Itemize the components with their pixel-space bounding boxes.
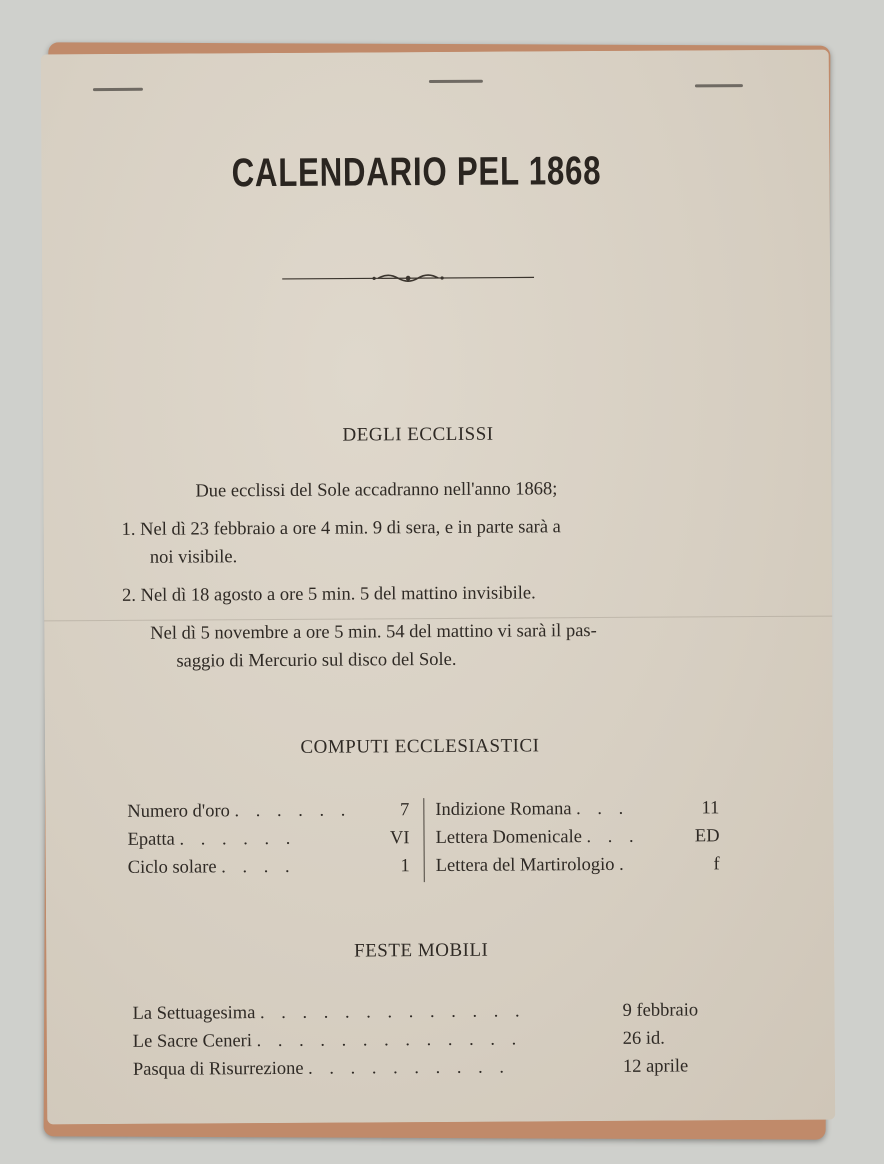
computi-left-column: [127, 796, 410, 882]
feste-date: 9 febbraio: [622, 1000, 699, 1021]
feste-label: La Settuagesima: [132, 1003, 256, 1024]
computi-right-column: [435, 794, 720, 880]
eclipses-intro: Due ecclissi del Sole accadranno nell'anno 1868;: [195, 479, 558, 502]
feste-row: [133, 1052, 723, 1084]
computi-row: [127, 796, 409, 826]
leader-dots: .: [619, 854, 630, 875]
leader-dots: . . .: [586, 826, 640, 848]
eclipse-item-2: 2. Nel dì 18 agosto a ore 5 min. 5 del mattino invisibile.: [121, 583, 536, 606]
staple-center: [429, 80, 483, 83]
leader-dots: . . . .: [221, 856, 296, 878]
computi-heading: COMPUTI ECCLESIASTICI: [300, 735, 540, 758]
mercury-transit-line-1: Nel dì 5 novembre a ore 5 min. 54 del mattino vi sarà il pas-: [150, 621, 597, 644]
computi-row: [436, 850, 720, 880]
staple-left: [93, 88, 143, 91]
computi-value: ED: [694, 826, 720, 847]
computi-value: 11: [701, 798, 720, 819]
computi-label: Lettera Domenicale: [435, 827, 582, 849]
computi-row: [127, 824, 409, 854]
computi-value: VI: [389, 828, 410, 849]
ornament-divider-icon: [282, 269, 534, 287]
computi-row: [435, 794, 719, 824]
computi-label: Indizione Romana: [435, 799, 572, 821]
computi-row: [435, 822, 719, 852]
eclipse-item-1-line-1: 1. Nel dì 23 febbraio a ore 4 min. 9 di sera, e in parte sarà a: [121, 517, 561, 540]
feste-date: 12 aprile: [622, 1056, 689, 1077]
computi-value: f: [713, 854, 720, 875]
computi-value: 1: [400, 856, 410, 877]
feste-row: [133, 996, 723, 1028]
leader-dots: . . . . . . . . . .: [308, 1057, 511, 1079]
computi-value: 7: [400, 800, 410, 821]
staple-right: [695, 84, 743, 87]
leader-dots: . . . . . .: [234, 800, 352, 822]
leader-dots: . . . . . . . . . . . . .: [259, 1001, 526, 1024]
eclipse-item-1-line-2: noi visibile.: [149, 547, 238, 568]
feste-table: [133, 996, 724, 1084]
column-divider: [423, 798, 425, 882]
leader-dots: . . . . . . . . . . . . .: [256, 1029, 523, 1052]
calendar-page: [41, 50, 836, 1125]
computi-label: Epatta: [127, 829, 175, 850]
feste-row: [133, 1024, 723, 1056]
leader-dots: . . .: [576, 798, 630, 820]
computi-row: [128, 852, 410, 882]
eclipses-heading: DEGLI ECCLISSI: [342, 423, 494, 446]
feste-heading: FESTE MOBILI: [354, 939, 489, 962]
computi-label: Ciclo solare: [127, 857, 217, 878]
page-fold-crease: [44, 616, 832, 622]
computi-label: Numero d'oro: [127, 801, 230, 822]
feste-date: 26 id.: [622, 1028, 665, 1049]
leader-dots: . . . . . .: [179, 828, 297, 850]
feste-label: Le Sacre Ceneri: [132, 1031, 253, 1052]
feste-label: Pasqua di Risurrezione: [132, 1058, 304, 1080]
page-title: CALENDARIO PEL 1868: [231, 148, 602, 196]
mercury-transit-line-2: saggio di Mercurio sul disco del Sole.: [176, 649, 457, 672]
computi-label: Lettera del Martirologio: [435, 854, 615, 877]
